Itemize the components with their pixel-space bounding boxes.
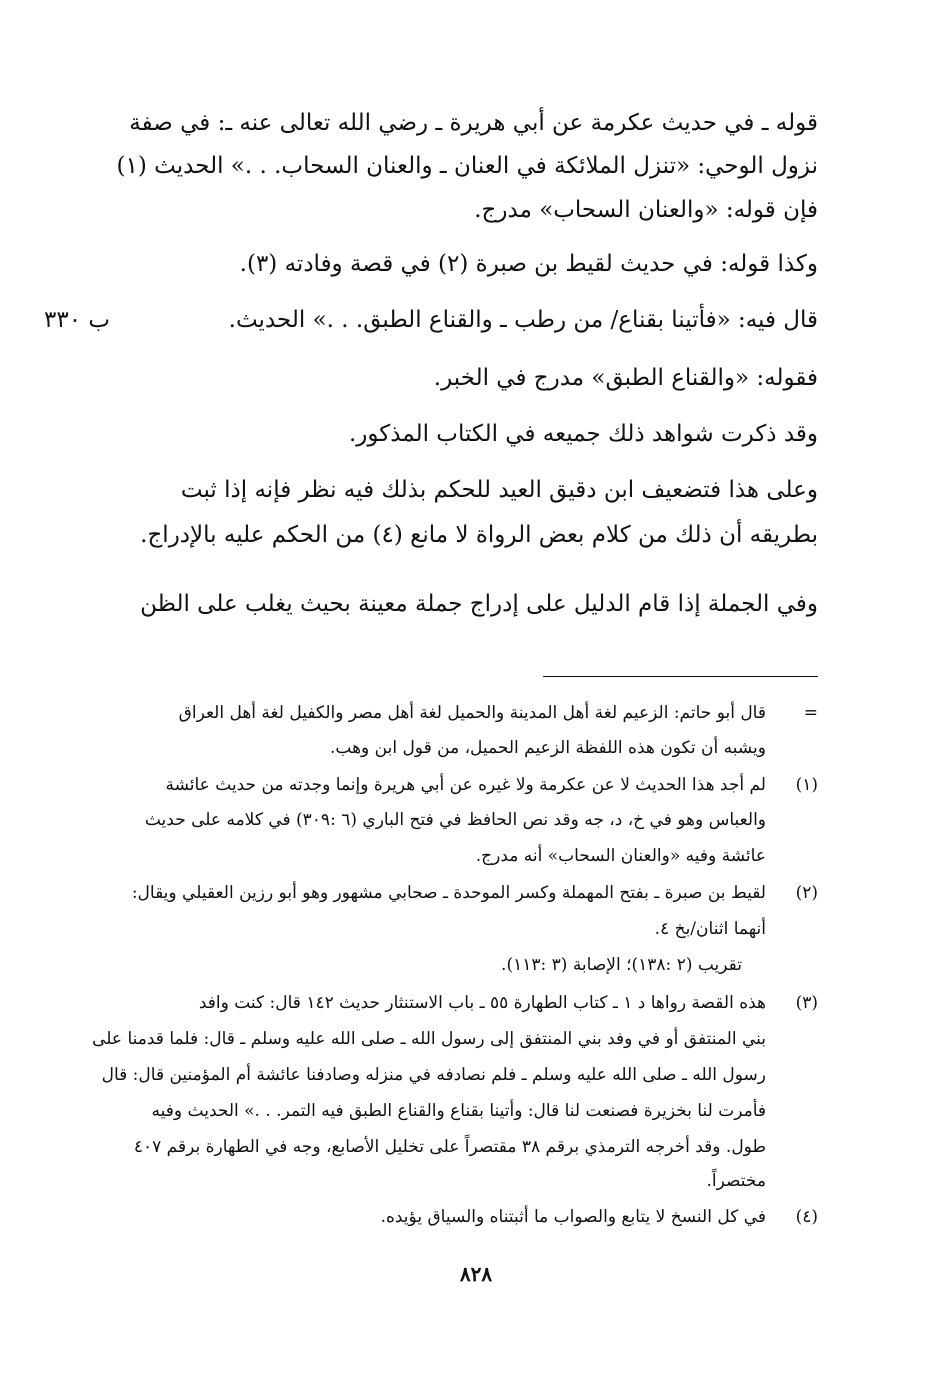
footnote-line: [92, 1022, 818, 1056]
footnote-line: [128, 1130, 818, 1164]
main-text-line: وكذا قوله: في حديث لقيط بن صبرة (٢) في قصة وفادته (٣).: [239, 251, 818, 277]
main-text-line: نزول الوحي: «تنزل الملائكة في العنان ـ والعنان السحاب. . .» الحديث (١): [116, 153, 818, 179]
footnote-line: [128, 839, 818, 873]
footnote-line: [101, 1058, 818, 1092]
footnote-text: أنهما اثنان/بخ ٤.: [654, 919, 766, 939]
footnote-separator: [543, 676, 818, 677]
footnote-text: قال أبو حاتم: الزعيم لغة أهل المدينة والحميل لغة أهل مصر والكفيل لغة أهل العراق: [178, 703, 766, 723]
main-text-line: فقوله: «والقناع الطبق» مدرج في الخبر.: [433, 365, 818, 391]
main-text-line: وفي الجملة إذا قام الدليل على إدراج جملة معينة بحيث يغلب على الظن: [140, 591, 818, 617]
footnote-text: في كل النسخ لا يتابع والصواب ما أثبتناه والسياق يؤيده.: [380, 1207, 766, 1227]
footnote-number: (٢): [795, 883, 818, 903]
main-text-line: قال فيه: «فأتينا بقناع/ من رطب ـ والقناع الطبق. . .» الحديث.: [228, 307, 818, 333]
footnote-text: لم أجد هذا الحديث لا عن عكرمة ولا غيره عن أبي هريرة وإنما وجدته من حديث عائشة: [165, 775, 766, 795]
footnote-number: (٣): [795, 993, 818, 1013]
manuscript-folio-marker: ب ٣٣٠: [44, 307, 111, 333]
footnote-text: مختصراً.: [706, 1171, 766, 1191]
footnote-line: [128, 731, 818, 765]
footnote-line: [128, 1164, 818, 1198]
footnote-text: طول. وقد أخرجه الترمذي برقم ٣٨ مقتصراً على تخليل الأصابع، وجه في الطهارة برقم ٤٠٧: [133, 1137, 766, 1157]
footnote-number: (١): [795, 775, 818, 795]
footnote-line: [128, 948, 818, 982]
footnote-line: [128, 1200, 818, 1234]
main-text-line: وقد ذكرت شواهد ذلك جميعه في الكتاب المذكور.: [348, 421, 818, 447]
main-text-line: وعلى هذا فتضعيف ابن دقيق العيد للحكم بذلك فيه نظر فإنه إذا ثبت: [180, 477, 818, 503]
footnote-text: والعباس وهو في خ، د، جه وقد نص الحافظ في فتح الباري (٦ :٣٠٩) في كلامه على حديث: [144, 810, 766, 830]
main-text-line: قوله ـ في حديث عكرمة عن أبي هريرة ـ رضي الله تعالى عنه ـ: في صفة: [129, 110, 818, 136]
footnote-number: =: [803, 703, 818, 723]
footnote-line: [128, 986, 818, 1020]
footnote-number: (٤): [795, 1207, 818, 1227]
footnote-text: رسول الله ـ صلى الله عليه وسلم ـ فلم نصادفه في منزله وصادفنا عائشة أم المؤمنين قال: قال: [101, 1065, 766, 1085]
main-text-line: بطريقه أن ذلك من كلام بعض الرواة لا مانع (٤) من الحكم عليه بالإدراج.: [140, 522, 818, 548]
footnote-text: عائشة وفيه «والعنان السحاب» أنه مدرج.: [475, 846, 766, 866]
footnote-line: [128, 696, 818, 730]
footnote-text: تقريب (٢ :١٣٨)؛ الإصابة (٣ :١١٣).: [501, 955, 742, 975]
footnote-line: [128, 768, 818, 802]
footnote-text: هذه القصة رواها د ١ ـ كتاب الطهارة ٥٥ ـ باب الاستنثار حديث ١٤٢ قال: كنت وافد: [198, 993, 766, 1013]
footnote-text: فأمرت لنا بخزيرة فصنعت لنا قال: وأتينا بقناع والقناع الطبق فيه التمر. . .» الحديث وفيه: [151, 1101, 766, 1121]
footnote-line: [128, 803, 818, 837]
footnote-text: لقيط بن صبرة ـ بفتح المهملة وكسر الموحدة ـ صحابي مشهور وهو أبو رزين العقيلي ويقال:: [131, 883, 766, 903]
footnote-text: بني المنتفق أو في وفد بني المنتفق إلى رسول الله ـ صلى الله عليه وسلم ـ قال: فلما قدمنا على: [92, 1029, 766, 1049]
page-number: ٨٢٨: [459, 1262, 493, 1286]
footnote-text: ويشبه أن تكون هذه اللفظة الزعيم الحميل، من قول ابن وهب.: [329, 738, 766, 758]
footnote-line: [128, 876, 818, 910]
footnote-line: [128, 912, 818, 946]
footnote-line: [128, 1094, 818, 1128]
main-text-line: فإن قوله: «والعنان السحاب» مدرج.: [474, 197, 818, 223]
